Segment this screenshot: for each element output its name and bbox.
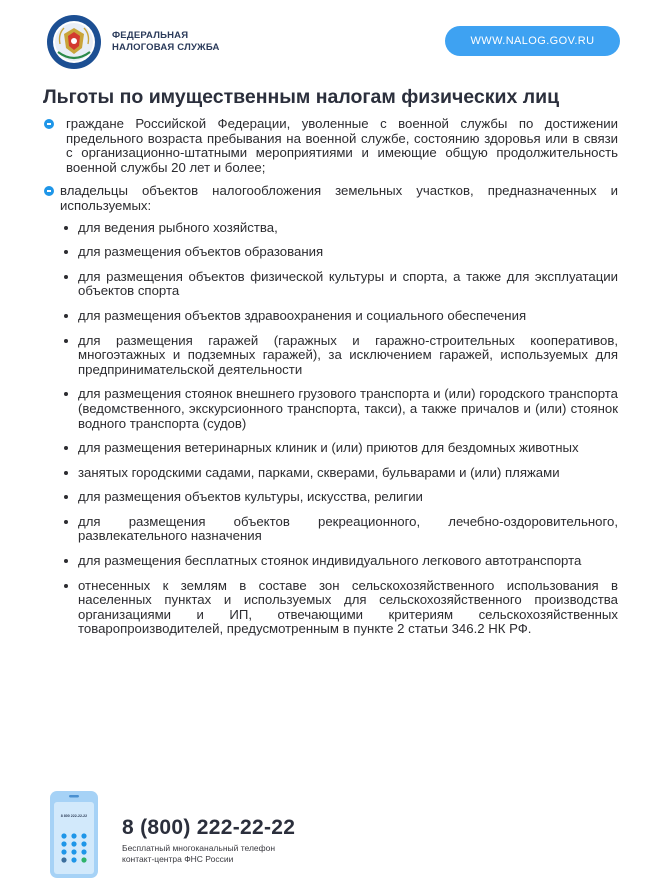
dot-bullet-icon xyxy=(64,495,68,499)
sub-list-item xyxy=(62,466,618,481)
footer-contact xyxy=(0,790,649,879)
sub-list-item xyxy=(62,490,618,505)
sub-list-item xyxy=(62,579,618,637)
dot-bullet-icon xyxy=(64,446,68,450)
page-title: Льготы по имущественным налогам физических лиц xyxy=(43,86,560,108)
sub-item-text: для размещения стоянок внешнего грузового транспорта и (или) городского транспорта (ведомственного, экскурсионного транспорта, такси), а также причалов и (или) стоянок водного транспорта (судов) xyxy=(78,386,618,431)
list-item xyxy=(44,117,618,175)
hotline-description xyxy=(122,843,275,864)
website-link-button[interactable]: WWW.NALOG.GOV.RU xyxy=(445,26,620,56)
sub-list-item xyxy=(62,554,618,569)
sub-list-item xyxy=(62,221,618,236)
sub-list-item xyxy=(62,334,618,378)
dot-bullet-icon xyxy=(64,520,68,524)
header xyxy=(0,0,649,90)
sub-list-item xyxy=(62,309,618,324)
sub-item-text: для размещения объектов физической культуры и спорта, а также для эксплуатации объектов спорта xyxy=(78,268,618,299)
sub-item-text: для размещения объектов рекреационного, лечебно-оздоровительного, развлекательного назначения xyxy=(78,513,618,544)
sub-list-item xyxy=(62,441,618,456)
list-item-text: владельцы объектов налогообложения земельных участков, предназначенных и используемых: xyxy=(60,183,618,213)
sub-item-text: отнесенных к землям в составе зон сельскохозяйственного использования в населенных пунктах и используемых для сельскохозяйственного производства организациями и ИП, отвечающими критериям сельскохозяйственных товаропроизводителей, предусмотренным в пункте 2 статьи 346.2 НК РФ. xyxy=(78,577,618,637)
dot-bullet-icon xyxy=(64,392,68,396)
sub-list-item xyxy=(62,245,618,260)
sub-item-text: для размещения гаражей (гаражных и гаражно-строительных кооперативов, многоэтажных и подземных гаражей), за исключением гаражей, используемых для предпринимательской деятельности xyxy=(78,332,618,377)
list-item xyxy=(44,184,618,637)
phone-screen-number: 8 800 222-22-22 xyxy=(60,814,88,818)
hotline-phone-number[interactable]: 8 (800) 222-22-22 xyxy=(122,816,296,839)
sub-item-text: занятых городскими садами, парками, скверами, бульварами и (или) пляжами xyxy=(78,464,560,480)
sub-list xyxy=(62,221,618,637)
dot-bullet-icon xyxy=(64,471,68,475)
mobile-phone-icon xyxy=(49,790,99,879)
sub-item-text: для размещения ветеринарных клиник и (или) приютов для бездомных животных xyxy=(78,440,579,456)
dot-bullet-icon xyxy=(64,250,68,254)
list-item-text: граждане Российской Федерации, уволенные с военной службы по достижении предельного возраста пребывания на военной службе, состоянию здоровья или в связи с организационно-штатными мероприятиями и имеющие общую продолжительность военной службы 20 лет и более; xyxy=(66,116,618,175)
circle-bullet-icon xyxy=(44,186,54,196)
fns-emblem-icon xyxy=(46,14,102,70)
org-name-line1: ФЕДЕРАЛЬНАЯ xyxy=(112,30,189,41)
hotline-description-line2: контакт-центра ФНС России xyxy=(122,853,234,864)
sub-item-text: для размещения объектов здравоохранения и социального обеспечения xyxy=(78,307,527,323)
sub-item-text: для размещения бесплатных стоянок индивидуального легкового автотранспорта xyxy=(78,553,582,569)
hotline-description-line1: Бесплатный многоканальный телефон xyxy=(122,843,276,853)
sub-list-item xyxy=(62,270,618,299)
circle-bullet-icon xyxy=(44,119,54,129)
sub-item-text: для размещения объектов образования xyxy=(78,244,324,260)
dot-bullet-icon xyxy=(64,559,68,563)
dot-bullet-icon xyxy=(64,226,68,230)
organization-name xyxy=(112,30,220,53)
sub-item-text: для размещения объектов культуры, искусства, религии xyxy=(78,489,423,505)
dot-bullet-icon xyxy=(64,314,68,318)
sub-list-item xyxy=(62,515,618,544)
org-name-line2: НАЛОГОВАЯ СЛУЖБА xyxy=(112,41,220,53)
dot-bullet-icon xyxy=(64,339,68,343)
dot-bullet-icon xyxy=(64,584,68,588)
sub-item-text: для ведения рыбного хозяйства, xyxy=(78,219,278,235)
dot-bullet-icon xyxy=(64,275,68,279)
benefits-list xyxy=(44,117,618,647)
sub-list-item xyxy=(62,387,618,431)
